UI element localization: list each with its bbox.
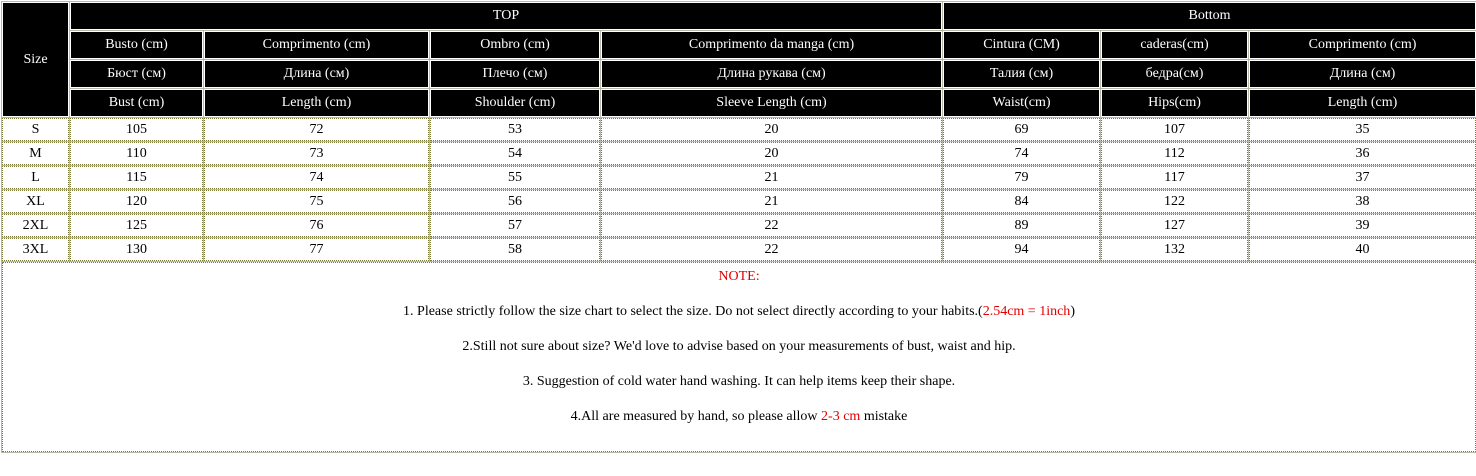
table-cell: 89 bbox=[943, 214, 1100, 237]
table-cell: 35 bbox=[1249, 118, 1476, 141]
note-text: 4.All are measured by hand, so please allow bbox=[570, 408, 822, 424]
table-cell: 54 bbox=[430, 142, 600, 165]
note-line-1 bbox=[3, 305, 1475, 319]
column-header: Талия (см) bbox=[943, 60, 1100, 88]
table-cell: 58 bbox=[430, 238, 600, 261]
column-header: Comprimento da manga (cm) bbox=[601, 31, 942, 59]
table-cell: 94 bbox=[943, 238, 1100, 261]
table-cell: 77 bbox=[204, 238, 429, 261]
table-cell: 84 bbox=[943, 190, 1100, 213]
note-line-4 bbox=[3, 410, 1475, 424]
bottom-group-header: Bottom bbox=[943, 2, 1476, 30]
note-highlight: 2.54cm = 1inch bbox=[982, 303, 1071, 319]
table-cell: 112 bbox=[1101, 142, 1248, 165]
column-header: Cintura (CM) bbox=[943, 31, 1100, 59]
column-header: Waist(cm) bbox=[943, 89, 1100, 117]
table-cell: 37 bbox=[1249, 166, 1476, 189]
size-cell: S bbox=[2, 118, 69, 141]
column-header: Длина (см) bbox=[1249, 60, 1476, 88]
table-cell: 105 bbox=[70, 118, 203, 141]
table-row bbox=[2, 214, 1476, 237]
table-cell: 72 bbox=[204, 118, 429, 141]
column-header: caderas(cm) bbox=[1101, 31, 1248, 59]
note-line-3: 3. Suggestion of cold water hand washing. It can help items keep their shape. bbox=[522, 373, 956, 389]
table-cell: 76 bbox=[204, 214, 429, 237]
column-header: бедра(см) bbox=[1101, 60, 1248, 88]
column-header: Бюст (см) bbox=[70, 60, 203, 88]
size-cell: 3XL bbox=[2, 238, 69, 261]
table-cell: 40 bbox=[1249, 238, 1476, 261]
table-cell: 122 bbox=[1101, 190, 1248, 213]
note-text: 1. Please strictly follow the size chart to select the size. Do not select directly according to your habits.( bbox=[403, 303, 983, 319]
column-header: Length (cm) bbox=[204, 89, 429, 117]
table-cell: 39 bbox=[1249, 214, 1476, 237]
size-cell: L bbox=[2, 166, 69, 189]
table-cell: 56 bbox=[430, 190, 600, 213]
note-text: mistake bbox=[860, 408, 908, 424]
table-cell: 75 bbox=[204, 190, 429, 213]
column-header: Hips(cm) bbox=[1101, 89, 1248, 117]
top-group-header: TOP bbox=[70, 2, 942, 30]
table-row bbox=[2, 238, 1476, 261]
column-header: Длина рукава (см) bbox=[601, 60, 942, 88]
table-row bbox=[2, 190, 1476, 213]
table-cell: 120 bbox=[70, 190, 203, 213]
table-cell: 22 bbox=[601, 214, 942, 237]
table-cell: 69 bbox=[943, 118, 1100, 141]
table-cell: 21 bbox=[601, 166, 942, 189]
table-cell: 130 bbox=[70, 238, 203, 261]
header-row-italian bbox=[2, 31, 1476, 59]
note-line-2: 2.Still not sure about size? We'd love to advise based on your measurements of bust, waist and hip. bbox=[462, 338, 1016, 354]
table-cell: 115 bbox=[70, 166, 203, 189]
table-cell: 20 bbox=[601, 118, 942, 141]
table-cell: 125 bbox=[70, 214, 203, 237]
table-cell: 73 bbox=[204, 142, 429, 165]
size-cell: M bbox=[2, 142, 69, 165]
table-cell: 79 bbox=[943, 166, 1100, 189]
header-row-russian bbox=[2, 60, 1476, 88]
table-cell: 74 bbox=[204, 166, 429, 189]
column-header: Длина (см) bbox=[204, 60, 429, 88]
size-cell: 2XL bbox=[2, 214, 69, 237]
table-cell: 132 bbox=[1101, 238, 1248, 261]
header-row-group bbox=[2, 2, 1476, 30]
table-cell: 53 bbox=[430, 118, 600, 141]
size-cell: XL bbox=[2, 190, 69, 213]
table-cell: 36 bbox=[1249, 142, 1476, 165]
note-highlight: 2-3 cm bbox=[821, 408, 861, 424]
note-title: NOTE: bbox=[718, 268, 760, 284]
note-text: ) bbox=[1070, 303, 1075, 319]
column-header: Sleeve Length (cm) bbox=[601, 89, 942, 117]
table-cell: 57 bbox=[430, 214, 600, 237]
column-header: Busto (cm) bbox=[70, 31, 203, 59]
column-header: Comprimento (cm) bbox=[204, 31, 429, 59]
table-cell: 22 bbox=[601, 238, 942, 261]
column-header: Length (cm) bbox=[1249, 89, 1476, 117]
table-row bbox=[2, 118, 1476, 141]
table-cell: 110 bbox=[70, 142, 203, 165]
table-cell: 74 bbox=[943, 142, 1100, 165]
table-cell: 117 bbox=[1101, 166, 1248, 189]
table-cell: 20 bbox=[601, 142, 942, 165]
table-row bbox=[2, 142, 1476, 165]
column-header: Bust (cm) bbox=[70, 89, 203, 117]
column-header: Плечо (см) bbox=[430, 60, 600, 88]
table-cell: 55 bbox=[430, 166, 600, 189]
size-column-header: Size bbox=[2, 2, 69, 117]
table-row bbox=[2, 166, 1476, 189]
notes-row bbox=[2, 262, 1476, 452]
column-header: Ombro (cm) bbox=[430, 31, 600, 59]
table-cell: 38 bbox=[1249, 190, 1476, 213]
notes-section bbox=[2, 262, 1476, 452]
table-cell: 127 bbox=[1101, 214, 1248, 237]
table-cell: 107 bbox=[1101, 118, 1248, 141]
size-chart-table bbox=[1, 1, 1476, 453]
column-header: Comprimento (cm) bbox=[1249, 31, 1476, 59]
header-row-english bbox=[2, 89, 1476, 117]
table-cell: 21 bbox=[601, 190, 942, 213]
column-header: Shoulder (cm) bbox=[430, 89, 600, 117]
